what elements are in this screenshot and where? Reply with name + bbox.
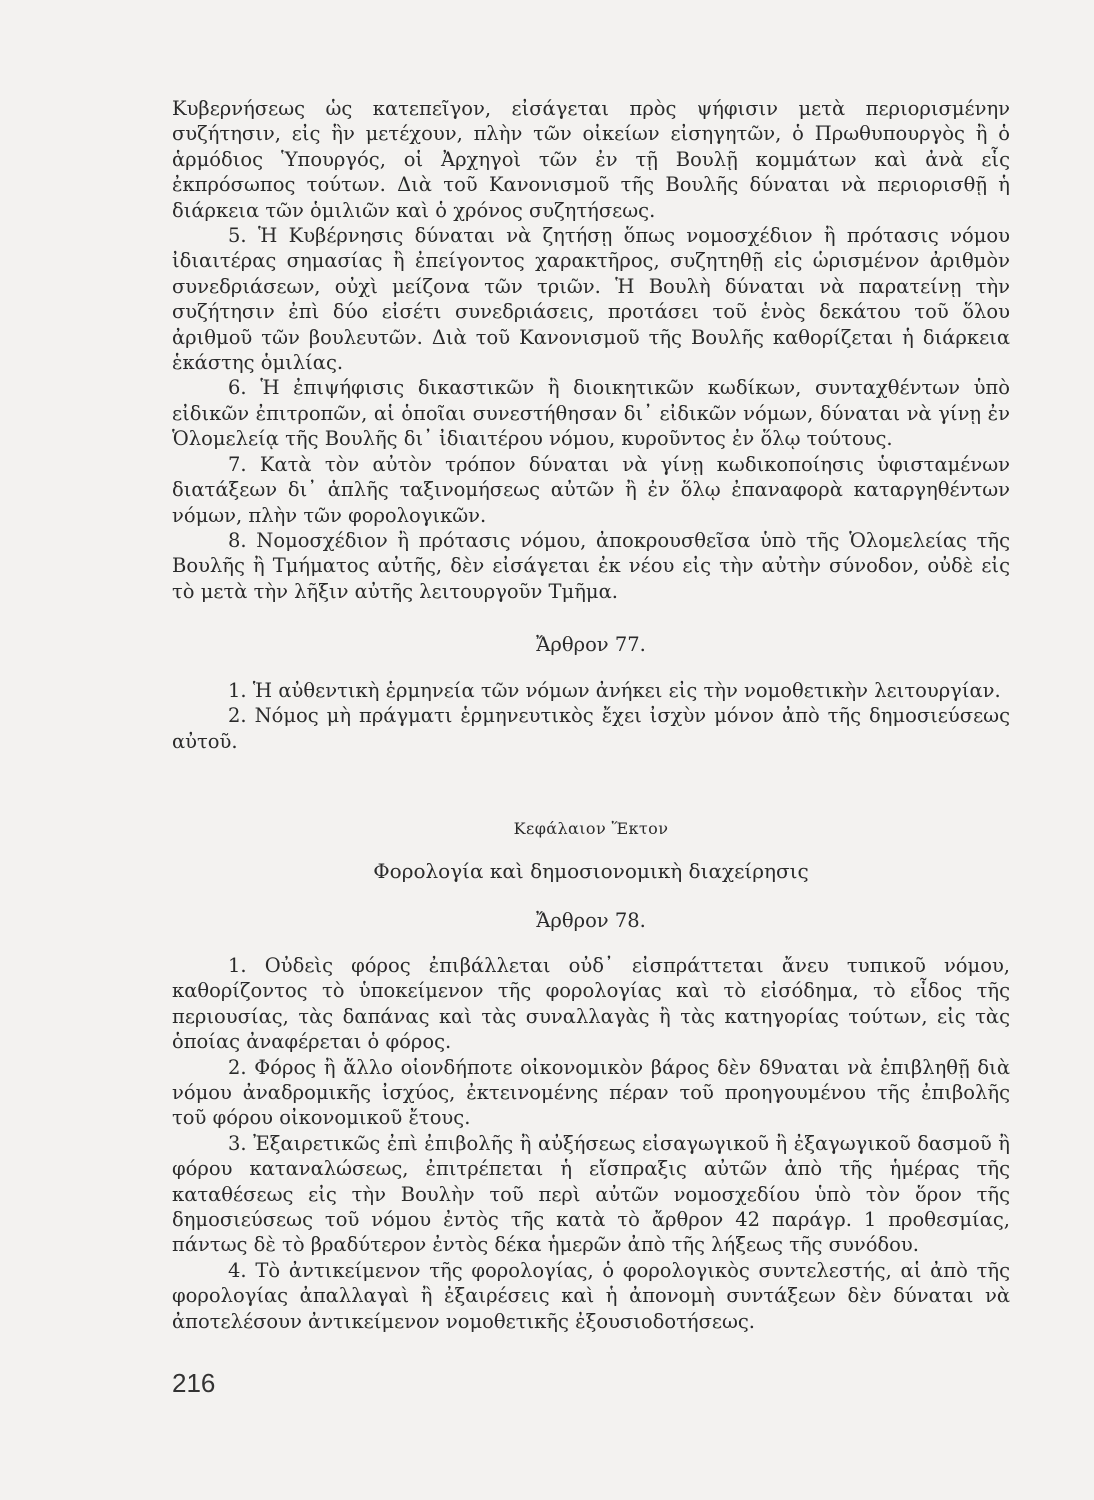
article-78-paragraph-3: 3. Ἐξαιρετικῶς ἐπὶ ἐπιβολῆς ἢ αὐξήσεως εἰσαγωγικοῦ ἢ ἐξαγωγικοῦ δασμοῦ ἢ φόρου καταναλώσεως, ἐπιτρέπεται ἡ εἴσπραξις αὐτῶν ἀπὸ τῆς ἡμέρας τῆς καταθέσεως εἰς τὴν Βουλὴν τοῦ περὶ αὐτῶν νομοσχεδίου ὑπὸ τὸν ὅρον τῆς δημοσιεύσεως τοῦ νόμου ἐντὸς τῆς κατὰ τὸ ἄρθρον 42 παράγρ. 1 προθεσμίας, πάντως δὲ τὸ βραδύτερον ἐντὸς δέκα ἡμερῶν ἀπὸ τῆς λήξεως τῆς συνόδου. — [172, 1131, 1010, 1257]
article-77-paragraph-2: 2. Νόμος μὴ πράγματι ἑρμηνευτικὸς ἔχει ἰσχὺν μόνον ἀπὸ τῆς δημοσιεύσεως αὐτοῦ. — [172, 704, 1010, 753]
chapter-title: Φορολογία καὶ δημοσιονομικὴ διαχείρησις — [373, 859, 809, 883]
article-77-body — [172, 678, 1010, 754]
paragraph-5: 5. Ἡ Κυβέρνησις δύναται νὰ ζητήσῃ ὅπως νομοσχέδιον ἢ πρότασις νόμου ἰδιαιτέρας σημασίας ἢ ἐπείγοντος χαρακτῆρος, συζητηθῇ εἰς ὡρισμένον ἀριθμὸν συνεδριάσεων, οὐχὶ μείζονα τῶν τριῶν. Ἡ Βουλὴ δύναται νὰ παρατείνῃ τὴν συζήτησιν ἐπὶ δύο εἰσέτι συνεδριάσεις, προτάσει τοῦ ἑνὸς δεκάτου τοῦ ὅλου ἀριθμοῦ τῶν βουλευτῶν. Διὰ τοῦ Κανονισμοῦ τῆς Βουλῆς καθορίζεται ἡ διάρκεια ἑκάστης ὁμιλίας. — [172, 224, 1010, 375]
chapter-label: Κεφάλαιον Ἕκτον — [513, 819, 669, 838]
article-76-continuation — [172, 96, 1010, 604]
paragraph-6: 6. Ἡ ἐπιψήφισις δικαστικῶν ἢ διοικητικῶν κωδίκων, συνταχθέντων ὑπὸ εἰδικῶν ἐπιτροπῶν, αἱ ὁποῖαι συνεστήθησαν δι᾽ εἰδικῶν νόμων, δύναται νὰ γίνῃ ἐν Ὁλομελείᾳ τῆς Βουλῆς δι᾽ ἰδιαιτέρου νόμου, κυροῦντος ἐν ὅλῳ τούτους. — [172, 376, 1010, 451]
intro-paragraph: Κυβερνήσεως ὡς κατεπεῖγον, εἰσάγεται πρὸς ψήφισιν μετὰ περιορισμένην συζήτησιν, εἰς ἣν μετέχουν, πλὴν τῶν οἰκείων εἰσηγητῶν, ὁ Πρωθυπουργὸς ἢ ὁ ἁρμόδιος Ὑπουργός, οἱ Ἀρχηγοὶ τῶν ἐν τῇ Βουλῇ κομμάτων καὶ ἀνὰ εἷς ἐκπρόσωπος τούτων. Διὰ τοῦ Κανονισμοῦ τῆς Βουλῆς δύναται νὰ περιορισθῇ ἡ διάρκεια τῶν ὁμιλιῶν καὶ ὁ χρόνος συζητήσεως. — [172, 97, 1010, 222]
article-77-paragraph-1: 1. Ἡ αὐθεντικὴ ἑρμηνεία τῶν νόμων ἀνήκει εἰς τὴν νομοθετικὴν λειτουργίαν. — [228, 679, 1001, 702]
article-78-body — [172, 953, 1010, 1334]
article-78-paragraph-4: 4. Τὸ ἀντικείμενον τῆς φορολογίας, ὁ φορολογικὸς συντελεστής, αἱ ἀπὸ τῆς φορολογίας ἀπαλλαγαὶ ἢ ἐξαιρέσεις καὶ ἡ ἀπονομὴ συντάξεων δὲν δύναται νὰ ἀποτελέσουν ἀντικείμενον νομοθετικῆς ἐξουσιοδοτήσεως. — [172, 1258, 1010, 1333]
article-78-paragraph-1: 1. Οὐδεὶς φόρος ἐπιβάλλεται οὐδ᾽ εἰσπράττεται ἄνευ τυπικοῦ νόμου, καθορίζοντος τὸ ὑποκείμενον τῆς φορολογίας καὶ τὸ εἰσόδημα, τὸ εἶδος τῆς περιουσίας, τὰς δαπάνας καὶ τὰς συναλλαγὰς ἢ τὰς κατηγορίας τούτων, εἰς τὰς ὁποίας ἀναφέρεται ὁ φόρος. — [172, 954, 1010, 1054]
page-number: 216 — [172, 1368, 216, 1398]
paragraph-7: 7. Κατὰ τὸν αὐτὸν τρόπον δύναται νὰ γίνῃ κωδικοποίησις ὑφισταμένων διατάξεων δι᾽ ἁπλῆς ταξινομήσεως αὐτῶν ἢ ἐν ὅλῳ ἐπαναφορὰ καταργηθέντων νόμων, πλὴν τῶν φορολογικῶν. — [172, 452, 1010, 527]
article-77-heading: Ἄρθρον 77. — [536, 633, 646, 656]
paragraph-8: 8. Νομοσχέδιον ἢ πρότασις νόμου, ἀποκρουσθεῖσα ὑπὸ τῆς Ὁλομελείας τῆς Βουλῆς ἢ Τμήματος αὐτῆς, δὲν εἰσάγεται ἐκ νέου εἰς τὴν αὐτὴν σύνοδον, οὐδὲ εἰς τὸ μετὰ τὴν λῆξιν αὐτῆς λειτουργοῦν Τμῆμα. — [172, 528, 1010, 603]
article-78-paragraph-2: 2. Φόρος ἢ ἄλλο οἱονδήποτε οἰκονομικὸν βάρος δὲν δ9ναται νὰ ἐπιβληθῇ διὰ νόμου ἀναδρομικῆς ἰσχύος, ἐκτεινομένης πέραν τοῦ προηγουμένου τῆς ἐπιβολῆς τοῦ φόρου οἰκονομικοῦ ἔτους. — [172, 1055, 1010, 1130]
article-78-heading: Ἄρθρον 78. — [536, 909, 646, 932]
